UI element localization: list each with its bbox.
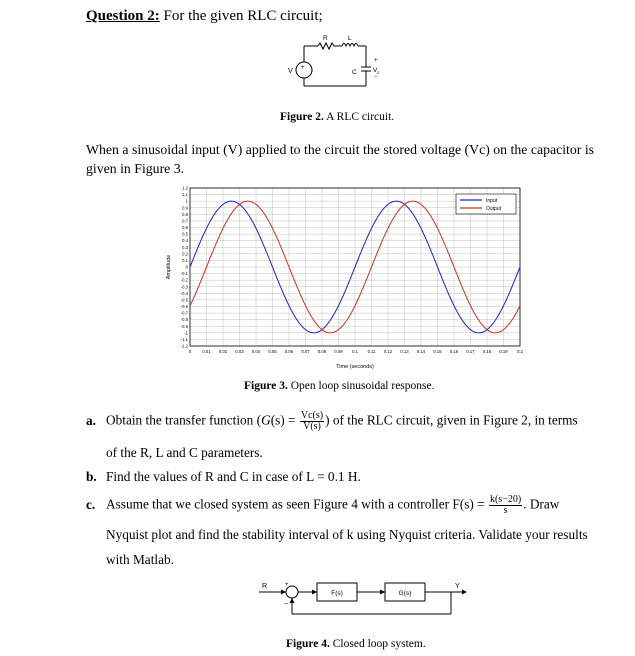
- x-tick-label: 0.14: [416, 349, 426, 354]
- item-a-G: G: [261, 412, 271, 428]
- inductor: [342, 44, 358, 47]
- arrow-to-F: [312, 590, 317, 595]
- x-tick-label: 0.19: [499, 349, 508, 354]
- question-text: For the given RLC circuit;: [163, 8, 323, 24]
- item-a-tag: a.: [86, 412, 96, 428]
- arrow-feedback: [290, 598, 295, 603]
- y-tick-label: -0.6: [180, 304, 188, 309]
- x-tick-label: 0.17: [466, 349, 475, 354]
- item-a-s-arg: (s) =: [270, 412, 296, 428]
- x-tick-label: 0.15: [433, 349, 442, 354]
- y-tick-label: 0.7: [182, 218, 188, 224]
- x-tick-labels: [189, 349, 524, 354]
- x-tick-label: 0.01: [202, 349, 211, 354]
- sinusoidal-response-chart: [164, 184, 524, 376]
- source-plus: +: [301, 65, 305, 71]
- item-a-line2: of the R, L and C parameters.: [106, 445, 263, 460]
- item-c-line3: with Matlab.: [106, 552, 174, 567]
- x-tick-label: 0.12: [383, 349, 393, 354]
- question-label: Question 2:: [86, 8, 160, 24]
- y-tick-label: 0.9: [182, 205, 188, 211]
- label-R: R: [323, 35, 328, 42]
- item-b: [86, 469, 361, 485]
- rlc-circuit-diagram: [270, 34, 380, 92]
- y-tick-labels: [181, 186, 189, 349]
- x-tick-label: 0.13: [400, 349, 409, 354]
- x-tick-label: 0.16: [449, 349, 459, 354]
- x-tick-label: 0.05: [268, 349, 277, 354]
- y-tick-label: 0.3: [182, 244, 188, 250]
- y-tick-label: 0.1: [182, 257, 188, 263]
- cap-minus: −: [374, 74, 378, 80]
- figure4-caption: [286, 638, 426, 650]
- item-c-text-pre: Assume that we closed system as seen Figure 4 with a controller F(s) =: [106, 496, 485, 512]
- cap-plus: +: [374, 58, 378, 64]
- item-b-text: Find the values of R and C in case of L = 0.1 H.: [106, 469, 361, 484]
- item-a-fraction: [300, 411, 324, 432]
- item-c-text-post: . Draw: [523, 496, 560, 512]
- y-tick-label: 0.6: [182, 225, 188, 230]
- sum-minus: −: [284, 601, 289, 608]
- y-tick-label: -1.2: [180, 343, 188, 349]
- y-axis-label: Amplitude: [166, 254, 172, 280]
- y-tick-label: 0.2: [182, 251, 188, 257]
- y-tick-label: 0.8: [182, 211, 188, 217]
- arrow-to-sum: [281, 590, 286, 595]
- figure2-caption-label: Figure 2.: [280, 111, 324, 123]
- label-V: V: [288, 68, 293, 75]
- figure3-caption-text: Open loop sinusoidal response.: [287, 380, 435, 392]
- x-tick-label: 0.2: [517, 349, 523, 354]
- y-tick-label: 0: [185, 264, 188, 270]
- item-c-frac-den: s: [503, 505, 508, 516]
- label-Y-output: Y: [455, 583, 460, 590]
- y-tick-label: 0.5: [182, 231, 188, 237]
- closed-loop-block-diagram: [255, 578, 485, 628]
- question-title: [86, 8, 323, 25]
- item-a: [86, 411, 578, 432]
- resistor: [318, 43, 334, 49]
- item-c-frac-num: k(s−20): [489, 494, 522, 505]
- figure4-caption-text: Closed loop system.: [329, 638, 426, 650]
- x-tick-label: 0.08: [317, 349, 327, 354]
- arrow-output: [462, 590, 467, 595]
- label-L: L: [348, 35, 352, 42]
- chart-legend: [456, 194, 516, 214]
- legend-label-output: Output: [486, 206, 502, 212]
- figure2-caption-text: A RLC circuit.: [323, 111, 395, 123]
- x-tick-label: 0.03: [235, 349, 244, 354]
- item-a-text-pre: Obtain the transfer function (: [106, 412, 262, 428]
- x-axis-label: Time (seconds): [336, 364, 374, 370]
- y-tick-label: -0.4: [180, 290, 188, 296]
- x-tick-label: 0.11: [367, 349, 376, 354]
- block-F-label: F(s): [331, 590, 343, 597]
- legend-label-input: Input: [486, 198, 498, 204]
- x-tick-label: 0.02: [218, 349, 228, 354]
- x-tick-label: 0.06: [284, 349, 294, 354]
- y-tick-label: -0.2: [180, 277, 188, 283]
- x-tick-label: 0.1: [352, 349, 358, 354]
- x-tick-label: 0.07: [301, 349, 310, 354]
- figure3-caption: [244, 380, 434, 392]
- item-c-line2: Nyquist plot and find the stability interval of k using Nyquist criteria. Validate your results: [106, 527, 588, 542]
- y-tick-label: -1.1: [180, 336, 188, 342]
- x-tick-label: 0: [188, 349, 192, 354]
- label-Vc-sub: c: [377, 70, 380, 75]
- y-tick-label: 1.1: [182, 192, 188, 198]
- x-tick-label: 0.04: [251, 349, 261, 354]
- label-C: C: [352, 69, 357, 76]
- item-a-frac-num: Vc(s): [300, 410, 324, 421]
- y-tick-label: -0.9: [180, 323, 188, 329]
- x-tick-label: 0.18: [482, 349, 492, 354]
- y-tick-label: 1.2: [182, 185, 188, 191]
- block-G-label: G(s): [398, 590, 412, 597]
- y-tick-label: 0.4: [182, 238, 188, 244]
- intro-paragraph: When a sinusoidal input (V) applied to the circuit the stored voltage (Vc) on the capacitor is given in Figure 3.: [86, 142, 595, 176]
- item-a-text-post: ) of the RLC circuit, given in Figure 2, in terms: [325, 412, 578, 428]
- y-tick-label: -0.8: [180, 317, 188, 323]
- item-b-tag: b.: [86, 469, 97, 484]
- y-tick-label: -0.5: [180, 297, 188, 303]
- y-tick-label: -0.7: [180, 310, 188, 316]
- item-c: [86, 495, 559, 516]
- x-tick-label: 0.09: [334, 349, 343, 354]
- arrow-to-G: [380, 590, 385, 595]
- label-Vc: V: [373, 67, 378, 74]
- figure2-caption: [280, 111, 394, 123]
- y-tick-label: 1: [185, 198, 188, 204]
- label-R-input: R: [262, 583, 268, 590]
- item-a-frac-den: V(s): [303, 421, 321, 432]
- figure3-caption-label: Figure 3.: [244, 380, 288, 392]
- figure4-caption-label: Figure 4.: [286, 638, 330, 650]
- y-tick-label: -1: [184, 330, 188, 336]
- item-c-fraction: [489, 495, 522, 516]
- sum-plus: +: [285, 582, 289, 588]
- y-tick-label: -0.1: [180, 271, 188, 277]
- item-c-tag: c.: [86, 496, 96, 512]
- y-tick-label: -0.3: [180, 284, 188, 290]
